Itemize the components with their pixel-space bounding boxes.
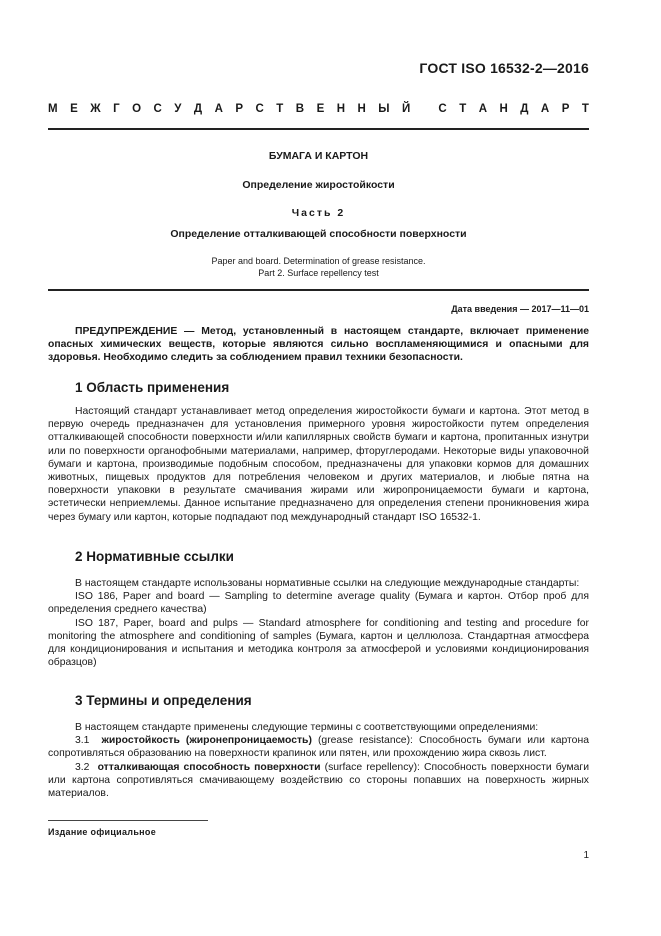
- banner-letter: Е: [70, 103, 78, 115]
- banner-letter: Н: [336, 103, 346, 115]
- banner-letter: Н: [499, 103, 508, 115]
- banner-letter: С: [438, 103, 447, 115]
- title-english-line-1: Paper and board. Determination of grease resistance.: [211, 256, 426, 266]
- banner-letter: Ж: [90, 103, 101, 115]
- banner-letter: С: [255, 103, 264, 115]
- section-2-ref-1: ISO 186, Paper and board — Sampling to determine average quality (Бумага и картон. Отбор проб для определения среднего качества): [48, 591, 589, 616]
- section-1-body: [48, 405, 589, 524]
- banner-letter: В: [295, 103, 305, 115]
- banner-letter: Т: [581, 103, 589, 115]
- term-3-1-name: жиростойкость (жиронепроницаемость): [101, 735, 312, 747]
- banner-letter: С: [153, 103, 162, 115]
- footer-rule: [48, 820, 208, 821]
- banner-letter: Т: [276, 103, 284, 115]
- title-sub: Определение жиростойкости: [242, 179, 395, 191]
- introduction-date: Дата введения — 2017—11—01: [451, 304, 589, 314]
- section-2-intro: В настоящем стандарте использованы нормативные ссылки на следующие международные стандарты:: [75, 578, 580, 589]
- section-2-ref-2: ISO 187, Paper, board and pulps — Standard atmosphere for conditioning and testing and procedure for monitoring the atmosphere and conditioning of samples (Бумага, картон и целлюлоза. Стандартная атмосфера для кондиционирования и испытания и методика контроля за атмосферой и условиями кондиционирования образцов): [48, 617, 589, 669]
- standard-number: ГОСТ ISO 16532-2—2016: [419, 60, 589, 76]
- page-number: 1: [583, 850, 589, 861]
- banner-letter: Р: [235, 103, 244, 115]
- term-3-1-number: 3.1: [75, 735, 90, 747]
- term-3-2: [48, 761, 589, 801]
- banner-letter: М: [48, 103, 58, 115]
- banner-letter: О: [132, 103, 142, 115]
- top-rule: [48, 128, 589, 130]
- banner-letter: Ы: [378, 103, 390, 115]
- banner-letter: А: [214, 103, 223, 115]
- title-part-name: Определение отталкивающей способности поверхности: [170, 228, 467, 240]
- section-2-body: [48, 577, 589, 669]
- term-3-2-definition: (surface repellency): Способность поверхности бумаги или картона сопротивляться смачивающему воздействию со стороны попавших на поверхность жирных материалов.: [48, 761, 590, 800]
- interstate-standard-banner: [48, 103, 589, 115]
- term-3-1-definition: (grease resistance): Способность бумаги или картона сопротивляться образованию на поверхности крапинок или пятен, или прохождению жира сквозь лист.: [48, 735, 589, 760]
- section-3-body: [48, 721, 589, 800]
- banner-letter: Г: [113, 103, 120, 115]
- banner-letter: А: [478, 103, 487, 115]
- warning-text: ПРЕДУПРЕЖДЕНИЕ — Метод, установленный в настоящем стандарте, включает применение опасных химических веществ, которые являются сильно воспламеняющимися и опасными для здоровья. Необходимо следить за соблюдением правил техники безопасности.: [48, 326, 589, 364]
- term-3-1: [48, 734, 589, 760]
- official-edition-label: Издание официальное: [48, 827, 157, 837]
- title-part: Часть 2: [291, 207, 346, 219]
- title-english-line-2: Part 2. Surface repellency test: [258, 268, 379, 278]
- title-english: [48, 255, 589, 279]
- term-3-2-name: отталкивающая способность поверхности: [97, 761, 321, 773]
- banner-letter: [423, 103, 426, 115]
- banner-letter: Е: [316, 103, 325, 115]
- bottom-rule: [48, 289, 589, 291]
- banner-letter: Р: [561, 103, 570, 115]
- section-3-heading: 3 Термины и определения: [75, 693, 252, 708]
- term-3-2-number: 3.2: [75, 761, 90, 773]
- section-1-text: Настоящий стандарт устанавливает метод определения жиростойкости бумаги и картона. Этот метод в первую очередь предназначен для установления примерного уровня жиростойкости путем определения отталкивающей способности поверхности и/или капиллярных свойств бумаги и картона, пропитанных изнутри или по поверхности органофобными материалами, например, фторуглеродами. Некоторые виды упаковочной бумаги и картона, производимые подобным способом, предназначены для упаковки кормов для домашних животных, пищевых продуктов для потребления человеком и других материалов, и любые пятна на поверхности упаковки в результате смачивания жирами или жиропроницаемости бумаги и картона, эстетически неприемлемы. Данное испытание предназначено для определения степени проникновения жира через бумагу или картон, которые подпадают под международный стандарт ISO 16532-1.: [48, 406, 589, 523]
- banner-letter: А: [540, 103, 550, 115]
- banner-letter: Д: [520, 103, 529, 115]
- title-main: БУМАГА И КАРТОН: [268, 150, 369, 162]
- section-3-intro: В настоящем стандарте применены следующие термины с соответствующими определениями:: [75, 722, 539, 733]
- banner-letter: Т: [459, 103, 467, 115]
- section-2-heading: 2 Нормативные ссылки: [75, 549, 234, 564]
- banner-letter: У: [174, 103, 182, 115]
- section-1-heading: 1 Область применения: [75, 380, 230, 395]
- banner-letter: Й: [402, 103, 411, 115]
- warning-block: [48, 325, 589, 365]
- banner-letter: Н: [357, 103, 366, 115]
- banner-letter: Д: [193, 103, 203, 115]
